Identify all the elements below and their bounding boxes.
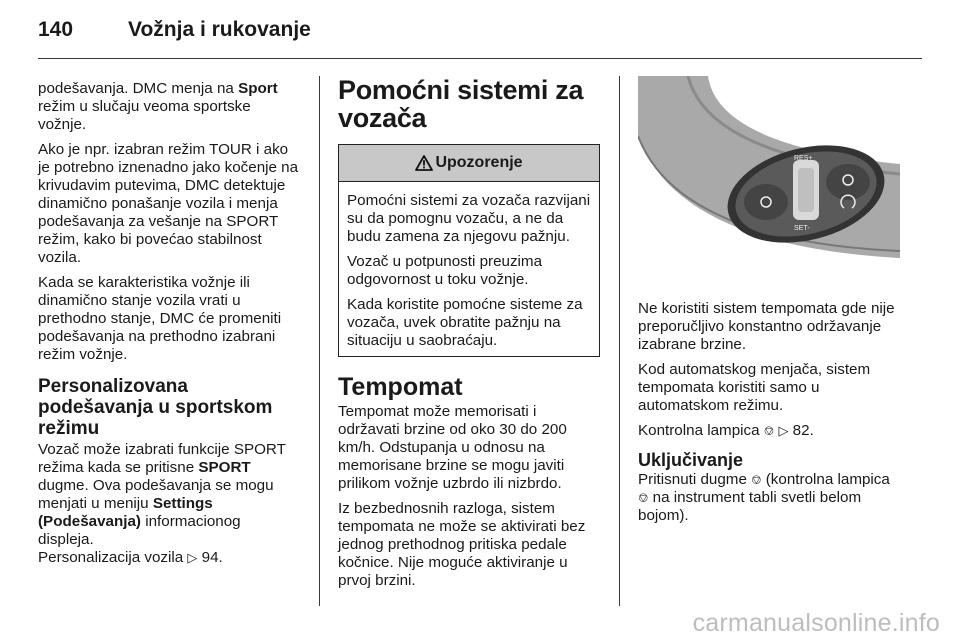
paragraph: Vozač može izabrati funkcije SPORT režima kada se pritisne SPORT dugme. Ova podešavanja se mogu menjati u meniju Settings (Podešavanja) informacionog displeja. xyxy=(38,441,286,548)
warning-box xyxy=(338,144,600,357)
paragraph: Tempomat može memorisati i održavati brzine od oko 30 do 200 km/h. Odstupanja u odnosu na memorisane brzine se mogu javiti prilikom vožnje uzbrdo ili nizbrdo. xyxy=(338,403,567,492)
page-reference: Personalizacija vozila ▷ 94. xyxy=(38,549,223,566)
page-reference-arrow-icon: ▷ xyxy=(187,550,198,565)
paragraph: podešavanja. DMC menja na Sport režim u slučaju veoma sportske vožnje. xyxy=(38,80,278,133)
column-3 xyxy=(638,76,900,532)
page-title: Vožnja i rukovanje xyxy=(128,18,311,41)
column-divider-2 xyxy=(619,76,620,606)
set-label: SET- xyxy=(794,225,810,232)
warning-title: Upozorenje xyxy=(435,154,523,171)
page-number: 140 xyxy=(38,18,74,41)
header-rule xyxy=(38,58,922,59)
paragraph: Kontrolna lampica ⎊ ▷ 82. xyxy=(638,422,814,439)
section-heading: Tempomat xyxy=(338,373,463,401)
paragraph: Vozač u potpunosti preuzima odgovornost u toku vožnje. xyxy=(347,253,543,288)
page-link[interactable]: 94. xyxy=(201,549,223,566)
paragraph: Pritisnuti dugme ⎊ (kontrolna lampica ⎊ na instrument tabli svetli belom bojom). xyxy=(638,471,890,524)
cruise-control-icon: ⎊ xyxy=(751,472,762,487)
chapter-heading: Pomoćni sistemi za vozača xyxy=(338,75,584,133)
paragraph: Kada se karakteristika vožnje ili dinamično stanje vozila vrati u prethodno stanje, DMC će promeniti podešavanja na prethodno izabrani režim vožnje. xyxy=(38,274,282,363)
paragraph: Iz bezbednosnih razloga, sistem tempomata ne može se aktivirati bez jednog prethodnog pritiska pedale kočnice. Nije moguće aktiviranje u prvoj brzini. xyxy=(338,500,586,589)
column-2 xyxy=(338,76,600,597)
cruise-control-icon: ⎊ xyxy=(638,490,649,505)
section-heading: Uključivanje xyxy=(638,450,744,470)
warning-body xyxy=(339,182,599,356)
cruise-control-icon: ⎊ xyxy=(763,423,775,438)
column-1 xyxy=(38,80,300,574)
paragraph: Pomoćni sistemi za vozača razvijani su da pomognu vozaču, a ne da budu zamena za njegovu pažnju. xyxy=(347,192,591,245)
settings-menu-label: Settings (Podešavanja) xyxy=(38,495,213,530)
section-heading: Personalizovana podešavanja u sportskom režimu xyxy=(38,376,273,439)
watermark: carmanualsonline.info xyxy=(692,609,940,637)
paragraph: Ne koristiti sistem tempomata gde nije preporučljivo konstantno održavanje izabrane brzine. xyxy=(638,300,895,353)
steering-wheel-controls-illustration xyxy=(638,76,900,288)
column-divider-1 xyxy=(319,76,320,606)
page-link[interactable]: 82. xyxy=(792,422,814,439)
warning-triangle-icon xyxy=(415,155,433,171)
warning-header xyxy=(339,145,599,182)
paragraph: Kada koristite pomoćne sisteme za vozača, uvek obratite pažnju na situaciju u saobraćaju. xyxy=(347,296,583,349)
paragraph: Kod automatskog menjača, sistem tempomata koristiti samo u automatskom režimu. xyxy=(638,361,871,414)
page-header xyxy=(38,18,922,48)
sport-mode-label: Sport xyxy=(238,80,278,97)
page-reference-arrow-icon: ▷ xyxy=(778,423,789,438)
paragraph: Ako je npr. izabran režim TOUR i ako je potrebno iznenadno jako kočenje na krivudavim putevima, DMC detektuje dinamično ponašanje vozila i menja podešavanja za vešanje na SPORT režim, kako bi povećao stabilnost vozila. xyxy=(38,141,299,266)
res-label: RES+ xyxy=(794,155,813,162)
